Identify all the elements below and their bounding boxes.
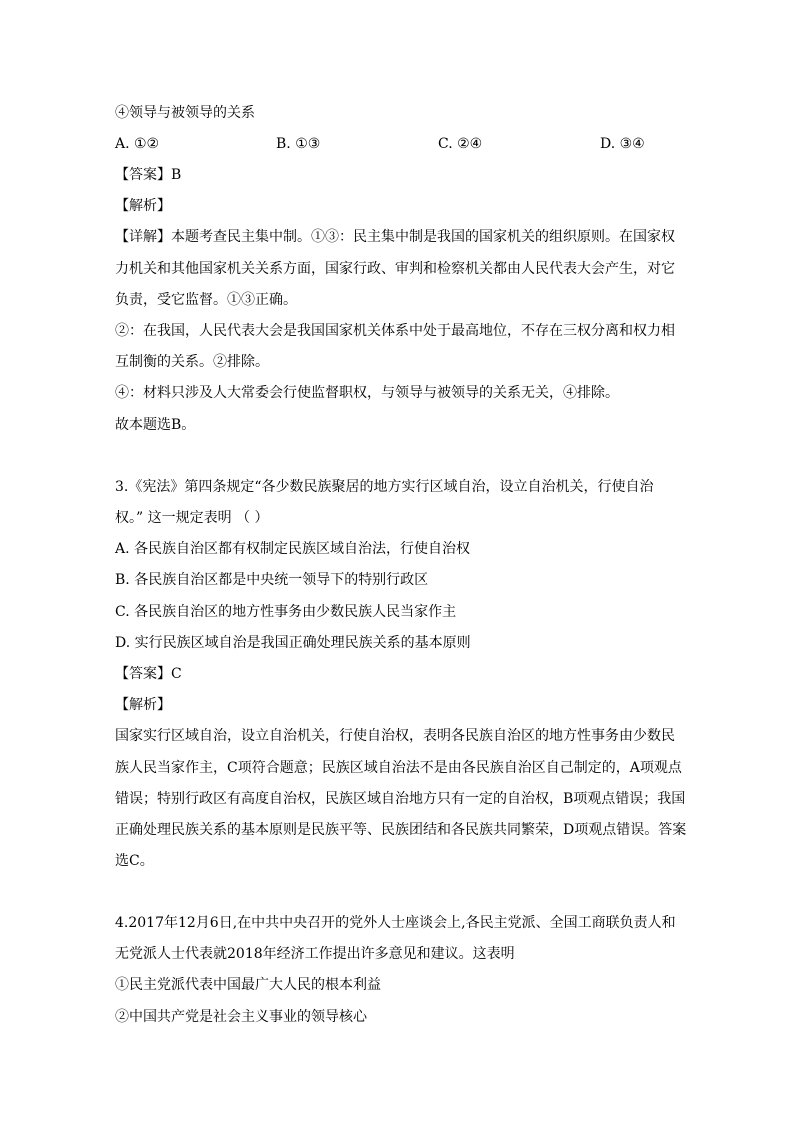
q3-analysis-line: 正确处理民族关系的基本原则是民族平等、民族团结和各民族共同繁荣，D项观点错误。答案 xyxy=(115,822,687,838)
q2-detail-line: 负责，受它监督。①③正确。 xyxy=(115,292,297,308)
q4-stem-line: 无党派人士代表就2018年经济工作提出许多意见和建议。这表明 xyxy=(115,946,515,962)
q3-option-c: C. 各民族自治区的地方性事务由少数民族人民当家作主 xyxy=(115,604,457,620)
q4-stem-line: 4.2017年12月6日,在中共中央召开的党外人士座谈会上,各民主党派、全国工商联负责人和 xyxy=(115,915,676,931)
q3-option-d: D. 实行民族区域自治是我国正确处理民族关系的基本原则 xyxy=(115,635,471,651)
q2-answer: 【答案】B xyxy=(115,167,182,183)
q3-answer: 【答案】C xyxy=(115,666,182,682)
q2-option-a: A. ①② xyxy=(115,136,160,152)
q3-analysis-line: 错误；特别行政区有高度自治权，民族区域自治地方只有一定的自治权，B项观点错误；我国 xyxy=(115,791,686,807)
q2-detail-line: ④：材料只涉及人大常委会行使监督职权，与领导与被领导的关系无关，④排除。 xyxy=(115,385,619,401)
q3-analysis-line: 国家实行区域自治，设立自治机关，行使自治权，表明各民族自治区的地方性事务由少数民 xyxy=(115,728,675,744)
q2-detail-line: 【详解】本题考查民主集中制。①③：民主集中制是我国的国家机关的组织原则。在国家权 xyxy=(115,229,675,245)
q2-option-d: D. ③④ xyxy=(600,136,645,152)
q3-stem-line: 权。” 这一规定表明 （ ） xyxy=(115,510,269,526)
q3-analysis-label: 【解析】 xyxy=(115,697,171,713)
q2-detail-line: 力机关和其他国家机关关系方面，国家行政、审判和检察机关都由人民代表大会产生，对它 xyxy=(115,261,675,277)
q2-detail-line: 互制衡的关系。②排除。 xyxy=(115,354,269,370)
q3-analysis-line: 选C。 xyxy=(115,853,154,869)
q4-item-1: ①民主党派代表中国最广大人民的根本利益 xyxy=(115,977,381,993)
q3-analysis-line: 族人民当家作主，C项符合题意；民族区域自治法不是由各民族自治区自己制定的，A项观点 xyxy=(115,760,682,776)
q2-conclusion: 故本题选B。 xyxy=(115,417,196,433)
q3-stem-line: 3.《宪法》第四条规定“各少数民族聚居的地方实行区域自治，设立自治机关，行使自治 xyxy=(115,479,654,495)
q2-option-c: C. ②④ xyxy=(438,136,483,152)
q2-analysis-label: 【解析】 xyxy=(115,198,171,214)
q3-option-b: B. 各民族自治区都是中央统一领导下的特别行政区 xyxy=(115,572,429,588)
q2-item-4: ④领导与被领导的关系 xyxy=(115,105,255,121)
q3-option-a: A. 各民族自治区都有权制定民族区域自治法，行使自治权 xyxy=(115,541,471,557)
q4-item-2: ②中国共产党是社会主义事业的领导核心 xyxy=(115,1009,367,1025)
q2-detail-line: ②：在我国，人民代表大会是我国国家机关体系中处于最高地位，不存在三权分离和权力相 xyxy=(115,323,675,339)
q2-option-b: B. ①③ xyxy=(276,136,321,152)
